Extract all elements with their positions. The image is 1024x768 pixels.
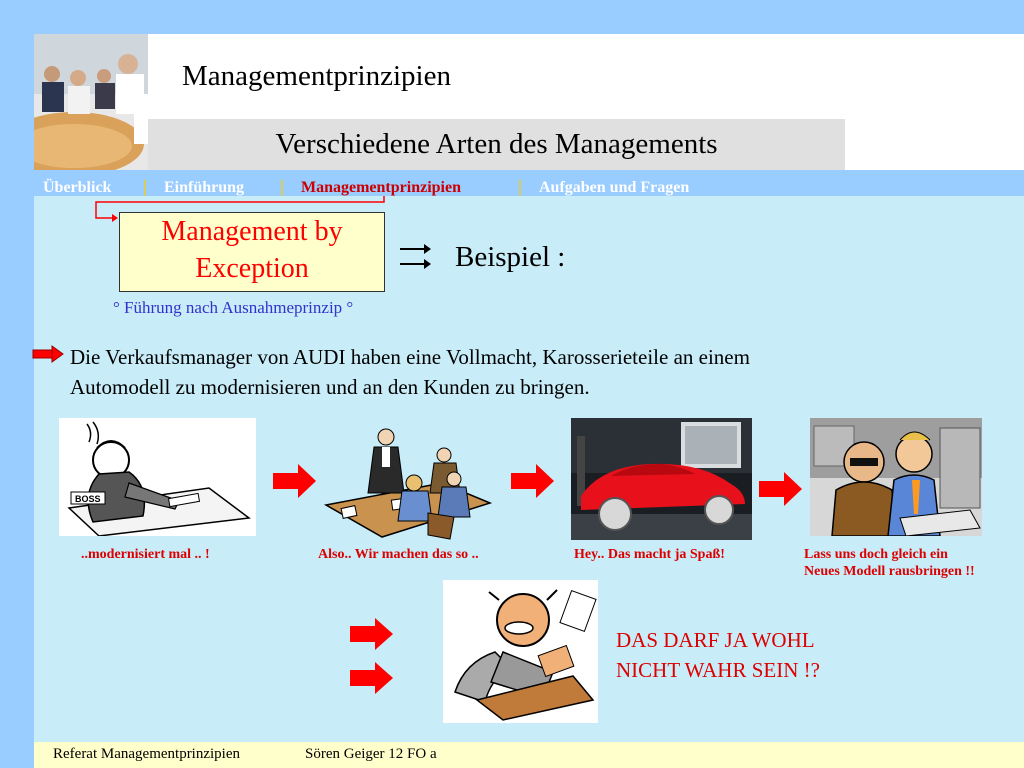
caption-1: ..modernisiert mal .. ! [81,547,210,562]
alarm-line1: DAS DARF JA WOHL [616,628,815,652]
intro-line2: Automodell zu modernisieren und an den Kunden zu bringen. [70,375,590,399]
nav-item-aufgaben-und-fragen[interactable]: Aufgaben und Fragen [539,179,690,196]
page-subtitle: Verschiedene Arten des Managements [275,128,718,160]
caption-3: Hey.. Das macht ja Spaß! [574,547,725,562]
angry-man-cartoon-image [443,580,598,723]
mbe-title-line2: Exception [195,253,309,284]
alarm-arrow-icon [349,618,394,650]
boss-cartoon-image [59,418,256,536]
meeting-cartoon-image [322,425,492,541]
intro-text [70,342,950,402]
step-arrow-icon [272,463,317,499]
step-arrow-icon [758,471,803,507]
nav-separator: | [143,176,147,196]
alarm-text [616,625,820,685]
boss-sign-text: BOSS [75,494,101,504]
nav-item-ueberblick[interactable]: Überblick [43,179,112,196]
nav-item-managementprinzipien[interactable]: Managementprinzipien [301,179,461,196]
example-label: Beispiel : [455,241,566,273]
step-arrow-icon [510,463,555,499]
footer [34,742,1024,768]
intro-line1: Die Verkaufsmanager von AUDI haben eine Vollmacht, Karosserieteile an einem [70,345,750,369]
double-arrow-icon [398,243,432,271]
nav-bar [34,170,1024,196]
red-car-image [571,418,752,540]
mbe-note: ° Führung nach Ausnahmeprinzip ° [113,298,354,317]
mbe-title-line1: Management by [161,216,343,247]
two-men-cartoon-image [810,418,982,536]
footer-left: Referat Managementprinzipien [53,746,241,762]
caption-2: Also.. Wir machen das so .. [318,547,479,562]
alarm-arrow-icon [349,662,394,694]
caption-4-line2: Neues Modell rausbringen !! [804,564,975,579]
footer-right: Sören Geiger 12 FO a [305,746,437,762]
nav-separator: | [280,176,284,196]
nav-separator: | [518,176,522,196]
nav-item-einfuehrung[interactable]: Einführung [164,179,245,196]
meeting-photo [34,34,148,170]
caption-4-line1: Lass uns doch gleich ein [804,547,948,562]
page-title: Managementprinzipien [182,60,451,92]
alarm-line2: NICHT WAHR SEIN !? [616,658,820,682]
mbe-box [119,212,385,292]
bullet-arrow-icon [32,345,64,363]
